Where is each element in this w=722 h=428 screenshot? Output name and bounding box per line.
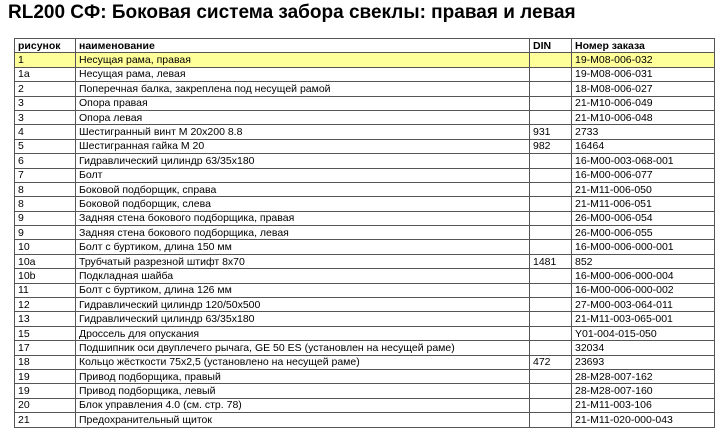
cell-order-number: 26-M00-006-054 — [572, 211, 715, 225]
table-row — [15, 254, 715, 268]
cell-order-number: 23693 — [572, 355, 715, 369]
cell-name: Болт — [76, 168, 530, 182]
cell-order-number: 21-M11-020-000-043 — [572, 413, 715, 427]
cell-name: Привод подборщика, правый — [76, 369, 530, 383]
cell-name: Предохранительный щиток — [76, 413, 530, 427]
table-row — [15, 326, 715, 340]
cell-figure: 9 — [15, 211, 76, 225]
table-row — [15, 369, 715, 383]
cell-figure: 3 — [15, 110, 76, 124]
cell-figure: 2 — [15, 82, 76, 96]
cell-figure: 8 — [15, 182, 76, 196]
table-row — [15, 125, 715, 139]
cell-din — [530, 283, 572, 297]
header-figure: рисунок — [15, 39, 76, 53]
cell-order-number: 18-M08-006-027 — [572, 82, 715, 96]
cell-din — [530, 226, 572, 240]
cell-din — [530, 53, 572, 67]
cell-order-number: 21-M11-003-106 — [572, 398, 715, 412]
cell-figure: 21 — [15, 413, 76, 427]
cell-din — [530, 398, 572, 412]
table-row — [15, 240, 715, 254]
cell-order-number: 26-M00-006-055 — [572, 226, 715, 240]
cell-name: Подкладная шайба — [76, 269, 530, 283]
cell-name: Задняя стена бокового подборщика, левая — [76, 226, 530, 240]
cell-din — [530, 240, 572, 254]
cell-order-number: Y01-004-015-050 — [572, 326, 715, 340]
cell-name: Дроссель для опускания — [76, 326, 530, 340]
cell-order-number: 21-M10-006-048 — [572, 110, 715, 124]
cell-order-number: 16-M00-006-000-004 — [572, 269, 715, 283]
cell-din: 1481 — [530, 254, 572, 268]
cell-din — [530, 384, 572, 398]
cell-figure: 19 — [15, 369, 76, 383]
cell-name: Гидравлический цилиндр 120/50x500 — [76, 298, 530, 312]
table-row — [15, 413, 715, 427]
table-row — [15, 312, 715, 326]
header-din: DIN — [530, 39, 572, 53]
cell-figure: 6 — [15, 154, 76, 168]
table-row — [15, 283, 715, 297]
cell-din — [530, 168, 572, 182]
parts-table — [14, 38, 715, 428]
table-row — [15, 269, 715, 283]
header-name: наименование — [76, 39, 530, 53]
cell-order-number: 16-M00-006-077 — [572, 168, 715, 182]
cell-din — [530, 269, 572, 283]
cell-figure: 1a — [15, 67, 76, 81]
table-row — [15, 154, 715, 168]
cell-din — [530, 369, 572, 383]
cell-name: Шестигранный винт М 20x200 8.8 — [76, 125, 530, 139]
cell-figure: 17 — [15, 341, 76, 355]
cell-din — [530, 326, 572, 340]
cell-din — [530, 312, 572, 326]
cell-din — [530, 110, 572, 124]
cell-figure: 9 — [15, 226, 76, 240]
cell-name: Трубчатый разрезной штифт 8x70 — [76, 254, 530, 268]
cell-order-number: 16-M00-006-000-002 — [572, 283, 715, 297]
cell-figure: 1 — [15, 53, 76, 67]
table-row — [15, 197, 715, 211]
cell-figure: 15 — [15, 326, 76, 340]
cell-order-number: 28-M28-007-160 — [572, 384, 715, 398]
cell-order-number: 21-M11-006-051 — [572, 197, 715, 211]
cell-name: Подшипник оси двуплечего рычага, GE 50 ES (установлен на несущей раме) — [76, 341, 530, 355]
table-row — [15, 82, 715, 96]
table-row — [15, 341, 715, 355]
cell-order-number: 21-M11-006-050 — [572, 182, 715, 196]
cell-name: Кольцо жёсткости 75x2,5 (установлено на несущей раме) — [76, 355, 530, 369]
cell-order-number: 16464 — [572, 139, 715, 153]
table-header-row — [15, 39, 715, 53]
cell-din: 472 — [530, 355, 572, 369]
cell-name: Болт с буртиком, длина 150 мм — [76, 240, 530, 254]
cell-din: 982 — [530, 139, 572, 153]
cell-figure: 20 — [15, 398, 76, 412]
cell-din — [530, 96, 572, 110]
cell-figure: 13 — [15, 312, 76, 326]
cell-name: Задняя стена бокового подборщика, правая — [76, 211, 530, 225]
cell-name: Боковой подборщик, справа — [76, 182, 530, 196]
cell-name: Блок управления 4.0 (см. стр. 78) — [76, 398, 530, 412]
cell-din — [530, 182, 572, 196]
cell-name: Гидравлический цилиндр 63/35x180 — [76, 154, 530, 168]
cell-figure: 7 — [15, 168, 76, 182]
cell-order-number: 21-M11-003-065-001 — [572, 312, 715, 326]
table-row — [15, 182, 715, 196]
cell-din — [530, 413, 572, 427]
cell-figure: 18 — [15, 355, 76, 369]
cell-din — [530, 154, 572, 168]
cell-name: Болт с буртиком, длина 126 мм — [76, 283, 530, 297]
cell-din — [530, 341, 572, 355]
page-title: RL200 СФ: Боковая система забора свеклы: правая и левая — [8, 2, 576, 23]
cell-order-number: 16-M00-003-068-001 — [572, 154, 715, 168]
header-order-number: Номер заказа — [572, 39, 715, 53]
table-row — [15, 384, 715, 398]
cell-figure: 10b — [15, 269, 76, 283]
cell-figure: 5 — [15, 139, 76, 153]
cell-figure: 8 — [15, 197, 76, 211]
cell-name: Несущая рама, левая — [76, 67, 530, 81]
table-row — [15, 53, 715, 67]
cell-order-number: 19-M08-006-032 — [572, 53, 715, 67]
cell-name: Шестигранная гайка М 20 — [76, 139, 530, 153]
cell-din — [530, 197, 572, 211]
table-row — [15, 226, 715, 240]
cell-order-number: 19-M08-006-031 — [572, 67, 715, 81]
cell-din — [530, 67, 572, 81]
cell-order-number: 852 — [572, 254, 715, 268]
table-row — [15, 355, 715, 369]
cell-order-number: 28-M28-007-162 — [572, 369, 715, 383]
table-row — [15, 298, 715, 312]
cell-name: Несущая рама, правая — [76, 53, 530, 67]
cell-name: Опора левая — [76, 110, 530, 124]
cell-order-number: 2733 — [572, 125, 715, 139]
cell-figure: 10 — [15, 240, 76, 254]
cell-name: Поперечная балка, закреплена под несущей рамой — [76, 82, 530, 96]
cell-figure: 10a — [15, 254, 76, 268]
cell-figure: 19 — [15, 384, 76, 398]
cell-order-number: 16-M00-006-000-001 — [572, 240, 715, 254]
cell-din: 931 — [530, 125, 572, 139]
table-row — [15, 96, 715, 110]
cell-name: Опора правая — [76, 96, 530, 110]
cell-din — [530, 298, 572, 312]
table-row — [15, 211, 715, 225]
cell-name: Гидравлический цилиндр 63/35x180 — [76, 312, 530, 326]
cell-name: Боковой подборщик, слева — [76, 197, 530, 211]
cell-order-number: 27-M00-003-064-011 — [572, 298, 715, 312]
table-row — [15, 168, 715, 182]
cell-din — [530, 211, 572, 225]
cell-name: Привод подборщика, левый — [76, 384, 530, 398]
cell-figure: 4 — [15, 125, 76, 139]
cell-figure: 3 — [15, 96, 76, 110]
table-row — [15, 67, 715, 81]
table-row — [15, 139, 715, 153]
table-row — [15, 110, 715, 124]
cell-order-number: 21-M10-006-049 — [572, 96, 715, 110]
cell-figure: 12 — [15, 298, 76, 312]
cell-figure: 11 — [15, 283, 76, 297]
cell-din — [530, 82, 572, 96]
cell-order-number: 32034 — [572, 341, 715, 355]
table-row — [15, 398, 715, 412]
